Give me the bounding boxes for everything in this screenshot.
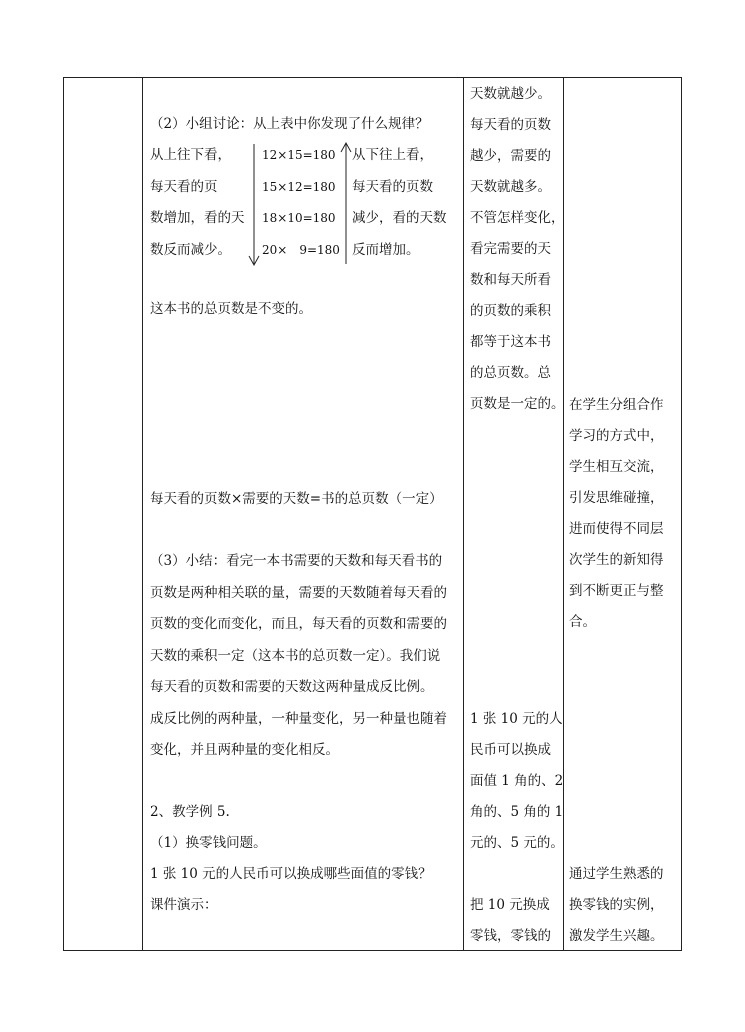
col3-line: 都等于这本书 bbox=[470, 334, 551, 350]
col4-line: 到不断更正与整 bbox=[569, 583, 664, 599]
col4-line: 次学生的新知得 bbox=[569, 552, 664, 568]
definition-line: 变化，并且两种量的变化相反。 bbox=[150, 742, 339, 758]
question: 1 张 10 元的人民币可以换成哪些面值的零钱？ bbox=[150, 866, 432, 882]
summary-line: 页数是两种相关联的量，需要的天数随着每天看的 bbox=[150, 585, 447, 601]
table-top-border bbox=[63, 77, 681, 78]
down-arrow-icon bbox=[247, 140, 261, 268]
col3-line: 的页数的乘积 bbox=[470, 303, 551, 319]
col3-line: 数和每天所看 bbox=[470, 272, 551, 288]
total-pages-constant: 这本书的总页数是不变的。 bbox=[150, 301, 312, 317]
summary-line: 页数的变化而变化，而且，每天看的页数和需要的 bbox=[150, 616, 447, 632]
col3-line: 把 10 元换成 bbox=[470, 897, 550, 913]
equation: 15×12=180 bbox=[262, 180, 336, 194]
left-note-line: 数反而减少。 bbox=[150, 242, 231, 258]
summary-line: 每天看的页数和需要的天数这两种量成反比例。 bbox=[150, 679, 434, 695]
q2-title: （2）小组讨论：从上表中你发现了什么规律？ bbox=[150, 116, 429, 132]
table-bottom-border bbox=[63, 950, 681, 951]
col3-line: 角的、5 角的 1 bbox=[470, 804, 564, 820]
equation: 20× 9=180 bbox=[262, 243, 340, 257]
col3-line: 天数就越少。 bbox=[470, 86, 551, 102]
column-divider-1 bbox=[142, 77, 143, 951]
equation: 12×15=180 bbox=[262, 148, 336, 162]
col3-line: 不管怎样变化， bbox=[470, 210, 565, 226]
up-arrow-icon bbox=[339, 140, 353, 268]
summary-line: （3）小结：看完一本书需要的天数和每天看书的 bbox=[150, 553, 443, 569]
right-note-line: 每天看的页数 bbox=[352, 179, 433, 195]
col3-line: 越少，需要的 bbox=[470, 148, 551, 164]
col3-line: 的总页数。总 bbox=[470, 365, 551, 381]
left-note-line: 每天看的页 bbox=[150, 179, 218, 195]
col4-line: 激发学生兴趣。 bbox=[569, 928, 664, 944]
equation: 18×10=180 bbox=[262, 211, 336, 225]
col4-line: 通过学生熟悉的 bbox=[569, 866, 664, 882]
left-note-line: 数增加，看的天 bbox=[150, 210, 245, 226]
summary-line: 天数的乘积一定（这本书的总页数一定）。我们说 bbox=[150, 648, 441, 664]
col3-line: 民币可以换成 bbox=[470, 742, 551, 758]
left-note-line: 从上往下看， bbox=[150, 147, 231, 163]
formula: 每天看的页数×需要的天数=书的总页数（一定） bbox=[150, 491, 443, 507]
col3-line: 每天看的页数 bbox=[470, 117, 551, 133]
column-divider-2 bbox=[463, 77, 464, 951]
right-note-line: 减少，看的天数 bbox=[352, 210, 447, 226]
col4-line: 合。 bbox=[569, 614, 596, 630]
demo-label: 课件演示： bbox=[150, 897, 218, 913]
change-money-heading: （1）换零钱问题。 bbox=[150, 835, 267, 851]
table-left-border bbox=[63, 77, 64, 951]
col3-line: 零钱，零钱的 bbox=[470, 928, 551, 944]
col3-line: 页数是一定的。 bbox=[470, 396, 565, 412]
col3-line: 看完需要的天 bbox=[470, 241, 551, 257]
example-title: 2、教学例 5. bbox=[150, 804, 230, 820]
col4-line: 换零钱的实例， bbox=[569, 897, 664, 913]
col3-line: 面值 1 角的、2 bbox=[470, 773, 564, 789]
col4-line: 引发思维碰撞， bbox=[569, 490, 664, 506]
col3-line: 1 张 10 元的人 bbox=[470, 711, 563, 727]
table-right-border bbox=[681, 77, 682, 951]
col4-line: 学生相互交流， bbox=[569, 459, 664, 475]
col4-line: 学习的方式中， bbox=[569, 428, 664, 444]
right-note-line: 从下往上看， bbox=[352, 147, 433, 163]
col4-line: 进而使得不同层 bbox=[569, 521, 664, 537]
definition-line: 成反比例的两种量，一种量变化，另一种量也随着 bbox=[150, 711, 447, 727]
col3-line: 元的、5 元的。 bbox=[470, 835, 564, 851]
col3-line: 天数就越多。 bbox=[470, 179, 551, 195]
col4-line: 在学生分组合作 bbox=[569, 397, 664, 413]
right-note-line: 反而增加。 bbox=[352, 242, 420, 258]
